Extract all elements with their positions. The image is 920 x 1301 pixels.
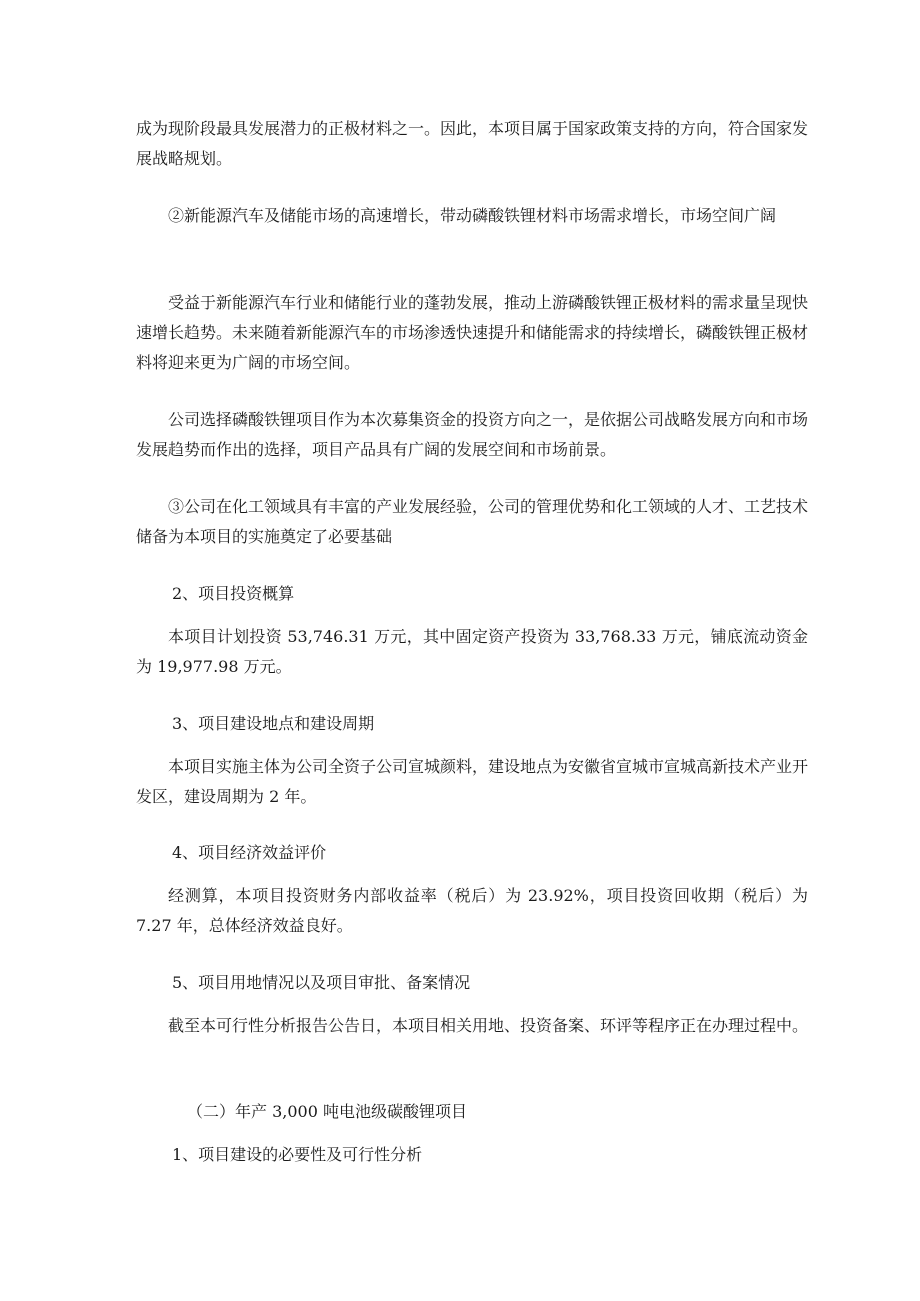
paragraph-market-demand: 受益于新能源汽车行业和储能行业的蓬勃发展，推动上游磷酸铁锂正极材料的需求量呈现快速增长趋势。未来随着新能源汽车的市场渗透快速提升和储能需求的持续增长，磷酸铁锂正极材料将迎来更为广阔的市场空间。 bbox=[136, 293, 809, 372]
section-heading-land-approval: 5、项目用地情况以及项目审批、备案情况 bbox=[172, 973, 471, 992]
section-heading-necessity-feasibility: 1、项目建设的必要性及可行性分析 bbox=[172, 1145, 423, 1164]
paragraph-economic-evaluation: 经测算，本项目投资财务内部收益率（税后）为 23.92%，项目投资回收期（税后）为 7.27 年，总体经济效益良好。 bbox=[136, 886, 808, 935]
paragraph-chemical-experience-heading: ③公司在化工领域具有丰富的产业发展经验，公司的管理优势和化工领域的人才、工艺技术储备为本项目的实施奠定了必要基础 bbox=[136, 497, 809, 546]
paragraph-market-growth-heading: ②新能源汽车及储能市场的高速增长，带动磷酸铁锂材料市场需求增长，市场空间广阔 bbox=[168, 206, 777, 225]
section-heading-economic-evaluation: 4、项目经济效益评价 bbox=[172, 843, 327, 862]
section-heading-investment-estimate: 2、项目投资概算 bbox=[172, 584, 295, 603]
paragraph-policy-conclusion: 成为现阶段最具发展潜力的正极材料之一。因此，本项目属于国家政策支持的方向，符合国家发展战略规划。 bbox=[136, 119, 809, 168]
paragraph-investment-estimate: 本项目计划投资 53,746.31 万元，其中固定资产投资为 33,768.33 万元，铺底流动资金为 19,977.98 万元。 bbox=[136, 627, 808, 676]
paragraph-investment-choice: 公司选择磷酸铁锂项目作为本次募集资金的投资方向之一，是依据公司战略发展方向和市场发展趋势而作出的选择，项目产品具有广阔的发展空间和市场前景。 bbox=[136, 410, 809, 459]
paragraph-land-approval: 截至本可行性分析报告公告日，本项目相关用地、投资备案、环评等程序正在办理过程中。 bbox=[168, 1016, 809, 1035]
paragraph-location-period: 本项目实施主体为公司全资子公司宣城颜料，建设地点为安徽省宣城市宣城高新技术产业开发区，建设周期为 2 年。 bbox=[136, 757, 809, 806]
section-heading-lithium-carbonate-project: （二）年产 3,000 吨电池级碳酸锂项目 bbox=[187, 1102, 467, 1121]
section-heading-location-period: 3、项目建设地点和建设周期 bbox=[172, 714, 375, 733]
